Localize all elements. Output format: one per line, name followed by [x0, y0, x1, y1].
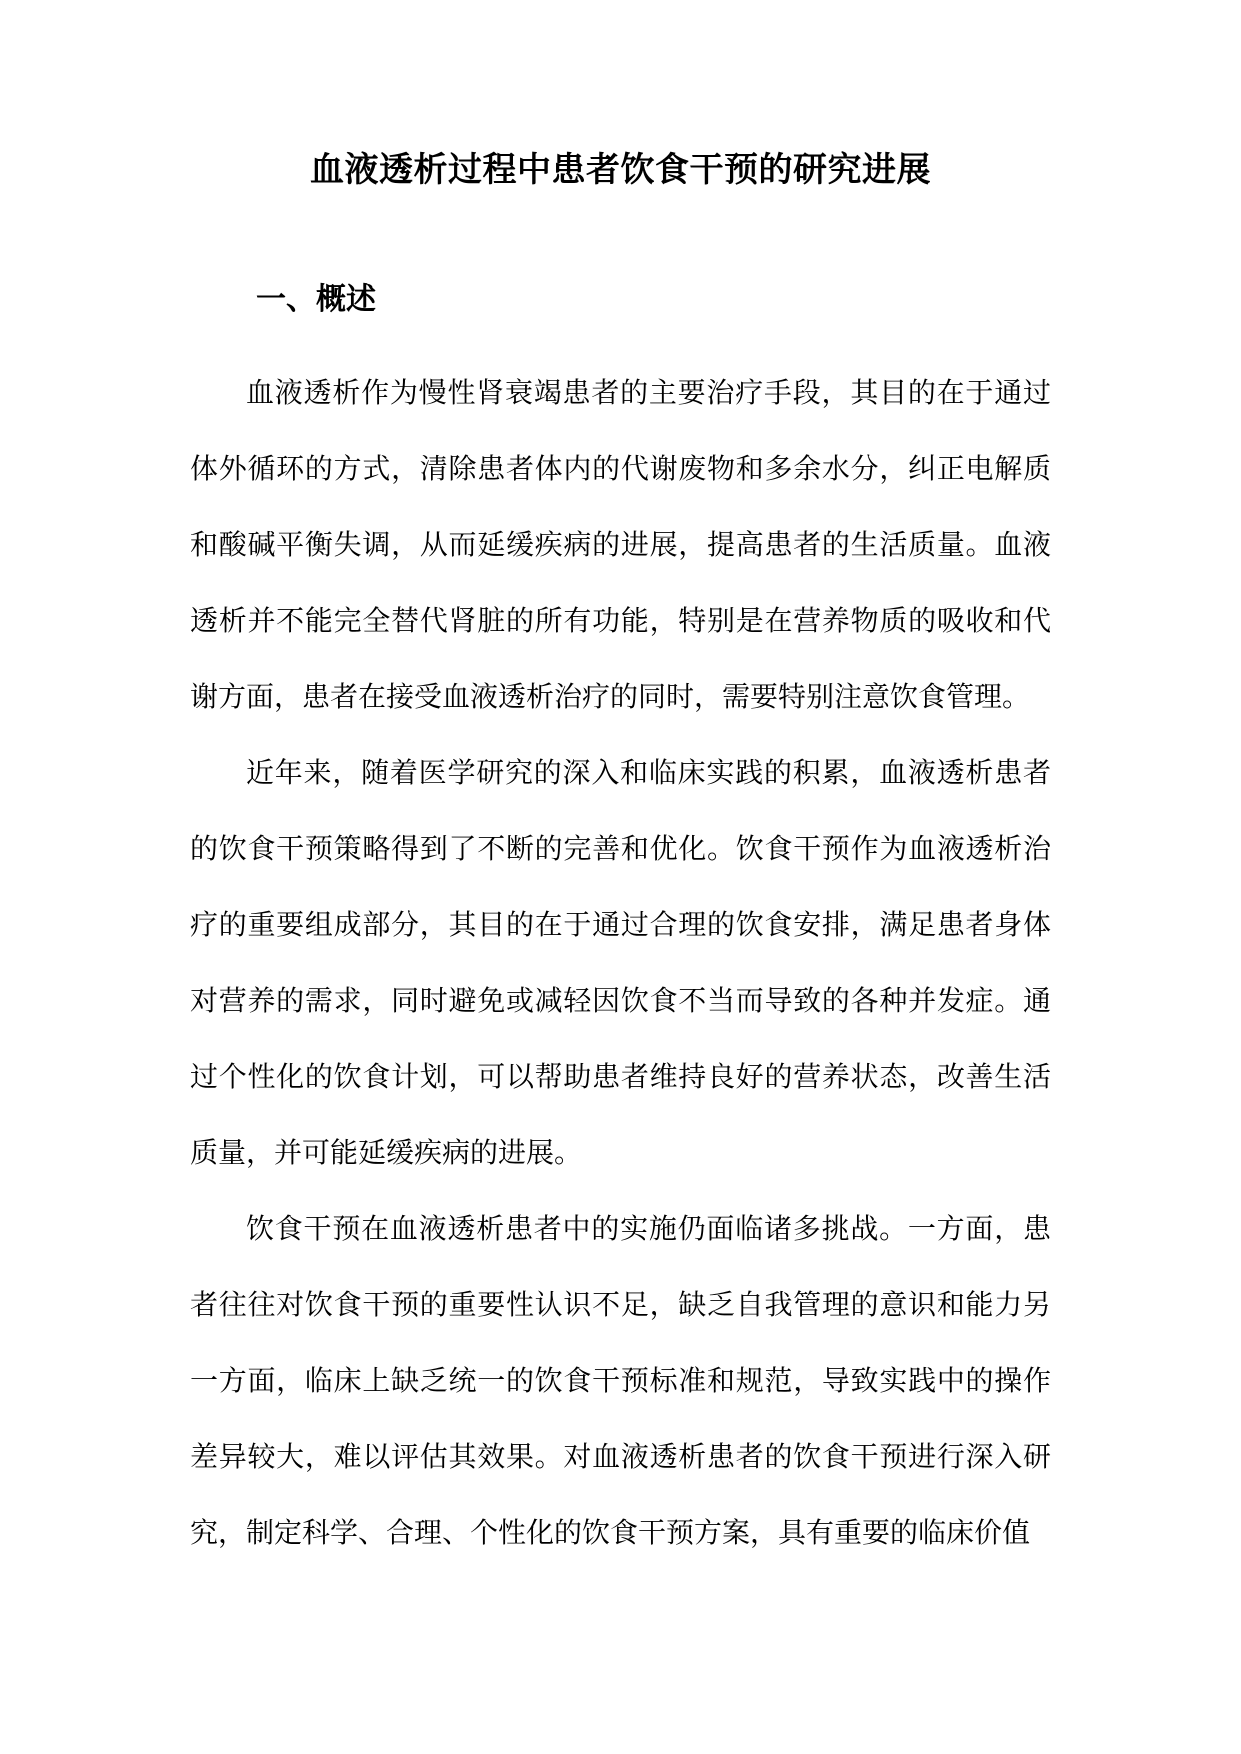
paragraph-2: 近年来，随着医学研究的深入和临床实践的积累，血液透析患者的饮食干预策略得到了不断的完善和优化。饮食干预作为血液透析治疗的重要组成部分，其目的在于通过合理的饮食安排，满足患者身体对营养的需求，同时避免或减轻因饮食不当而导致的各种并发症。通过个性化的饮食计划，可以帮助患者维持良好的营养状态，改善生活质量，并可能延缓疾病的进展。 — [190, 756, 1051, 1169]
body-text — [190, 355, 1051, 1571]
document-title: 血液透析过程中患者饮食干预的研究进展 — [310, 150, 931, 190]
section-heading: 一、概述 — [256, 282, 376, 317]
paragraph-1: 血液透析作为慢性肾衰竭患者的主要治疗手段，其目的在于通过体外循环的方式，清除患者体内的代谢废物和多余水分，纠正电解质和酸碱平衡失调，从而延缓疾病的进展，提高患者的生活质量。血液透析并不能完全替代肾脏的所有功能，特别是在营养物质的吸收和代谢方面，患者在接受血液透析治疗的同时，需要特别注意饮食管理。 — [190, 376, 1051, 713]
paragraph-3: 饮食干预在血液透析患者中的实施仍面临诸多挑战。一方面，患者往往对饮食干预的重要性认识不足，缺乏自我管理的意识和能力另一方面，临床上缺乏统一的饮食干预标准和规范，导致实践中的操作差异较大，难以评估其效果。对血液透析患者的饮食干预进行深入研究，制定科学、合理、个性化的饮食干预方案，具有重要的临床价值 — [190, 1212, 1051, 1549]
